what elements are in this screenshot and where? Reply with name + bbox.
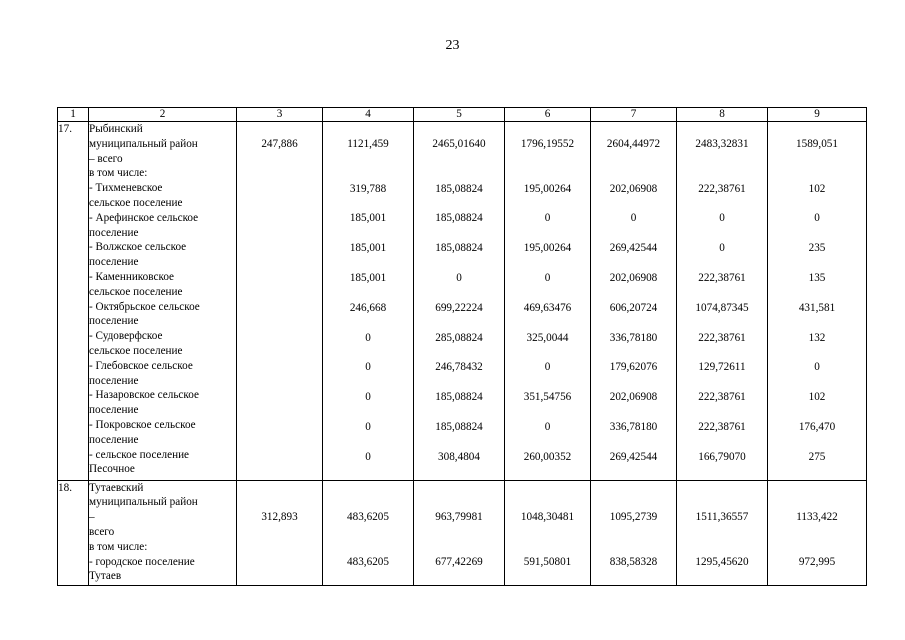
settlement-value: 102 (808, 391, 826, 404)
settlement-value (237, 331, 322, 361)
settlement-value: 246,78432 (435, 361, 483, 374)
district-label-cell (89, 122, 237, 481)
settlement-value: 185,001 (349, 271, 387, 284)
settlement-value: 0 (719, 242, 725, 255)
total-value: 1133,422 (796, 511, 838, 524)
settlement-value: 0 (544, 271, 551, 284)
settlement-label-line: - Арефинское сельское (89, 211, 199, 224)
value-column-6 (505, 480, 591, 585)
settlement-label-line: поселение (89, 433, 139, 446)
section-17-row (58, 122, 867, 481)
settlement-value: 336,78180 (609, 420, 658, 433)
district-title-line: Рыбинский (89, 123, 143, 135)
value-column-9 (768, 480, 867, 585)
settlement-value: 319,788 (349, 182, 387, 195)
settlement-label-line: - Каменниковское (89, 270, 175, 283)
settlement-value: 1295,45620 (695, 556, 749, 569)
settlement-value: 275 (808, 450, 826, 463)
settlement-value: 222,38761 (698, 271, 746, 284)
value-column-6 (505, 122, 591, 481)
settlement-value (237, 390, 322, 420)
settlement-label-line: сельское поселение (89, 344, 183, 357)
settlement-label-line: поселение (89, 315, 139, 328)
settlement-value: 179,62076 (609, 361, 658, 374)
settlement-value: 176,470 (798, 420, 836, 433)
settlement-value (237, 555, 322, 585)
settlement-label-line: - Покровское сельское (89, 418, 196, 431)
settlement-value: 325,0044 (526, 331, 569, 344)
district-label-cell (89, 480, 237, 585)
settlement-value: 469,63476 (523, 301, 572, 314)
total-value: 1511,36557 (695, 511, 749, 524)
settlement-value: 129,72611 (698, 361, 746, 374)
value-column-5 (414, 122, 505, 481)
section-18-row (58, 480, 867, 585)
settlement-value (237, 450, 322, 480)
settlement-value (237, 420, 322, 450)
settlement-value: 222,38761 (698, 182, 746, 195)
value-column-8 (677, 122, 768, 481)
value-column-7 (591, 122, 677, 481)
settlement-value: 135 (808, 271, 826, 284)
settlement-value: 166,79070 (698, 450, 746, 463)
district-title-line: муниципальный район (89, 137, 198, 150)
settlement-value: 0 (719, 212, 725, 225)
settlement-value (237, 271, 322, 301)
total-value: 483,6205 (347, 511, 389, 524)
budget-table (57, 107, 867, 586)
settlement-label-line: - Назаровское сельское (89, 389, 199, 402)
settlement-value: 246,668 (349, 301, 387, 314)
settlement-value: 222,38761 (698, 331, 746, 344)
column-header: 7 (591, 108, 677, 122)
settlement-label-line: поселение (89, 256, 139, 269)
settlement-value: 185,08824 (435, 212, 483, 225)
settlement-label-line: - Судоверфское (89, 330, 163, 343)
settlement-value: 972,995 (798, 556, 836, 569)
settlement-value: 591,50801 (523, 556, 572, 569)
row-index: 18. (58, 480, 89, 585)
column-header: 5 (414, 108, 505, 122)
settlement-value: 0 (544, 420, 551, 433)
settlement-label-line: сельское поселение (89, 196, 183, 209)
settlement-label-line: - городское поселение (89, 555, 195, 568)
settlement-label-line: сельское поселение (89, 285, 183, 298)
settlement-value: 269,42544 (609, 450, 658, 463)
value-column-8 (677, 480, 768, 585)
settlement-value: 677,42269 (435, 556, 483, 569)
column-header: 6 (505, 108, 591, 122)
page-number: 23 (445, 38, 460, 53)
column-header: 9 (768, 108, 867, 122)
settlement-value: 351,54756 (523, 391, 572, 404)
total-value: 1121,459 (347, 137, 389, 150)
settlement-value: 195,00264 (523, 242, 572, 255)
settlement-label-line: поселение (89, 374, 139, 387)
settlement-value: 185,001 (349, 242, 387, 255)
settlement-value: 0 (814, 361, 820, 374)
total-value: 1589,051 (796, 137, 838, 150)
settlement-value: 0 (456, 271, 462, 284)
column-header: 2 (89, 108, 237, 122)
settlement-value: 185,08824 (435, 242, 483, 255)
total-value: 1048,30481 (520, 511, 575, 524)
settlement-value: 185,001 (349, 212, 387, 225)
value-column-7 (591, 480, 677, 585)
district-title-line: всего (89, 525, 115, 538)
settlement-value (237, 241, 322, 271)
settlement-value: 838,58328 (609, 556, 658, 569)
settlement-value: 222,38761 (698, 420, 746, 433)
settlement-value: 0 (365, 420, 371, 433)
settlement-value (237, 301, 322, 331)
settlement-value (237, 211, 322, 241)
district-title-line: – всего (89, 152, 123, 165)
settlement-value: 260,00352 (523, 450, 572, 463)
district-title-line: в том числе: (89, 167, 148, 180)
settlement-value: 202,06908 (609, 182, 658, 195)
settlement-value: 0 (630, 212, 637, 225)
settlement-label-line: поселение (89, 404, 139, 417)
settlement-value: 185,08824 (435, 182, 483, 195)
settlement-value: 699,22224 (435, 301, 483, 314)
settlement-value: 185,08824 (435, 391, 483, 404)
row-index: 17. (58, 122, 89, 481)
column-header: 8 (677, 108, 768, 122)
column-header: 3 (237, 108, 323, 122)
total-value: 1095,2739 (609, 511, 658, 524)
settlement-value: 0 (365, 361, 371, 374)
district-title-line: – (89, 511, 95, 524)
settlement-label-line: Тутаев (89, 570, 122, 583)
district-title-line: муниципальный район (89, 496, 198, 509)
settlement-value: 0 (365, 331, 371, 344)
settlement-value (237, 360, 322, 390)
settlement-value: 185,08824 (435, 420, 483, 433)
settlement-value: 269,42544 (609, 242, 658, 255)
total-value: 1796,19552 (520, 137, 575, 150)
settlement-label-line: - сельское поселение (89, 448, 190, 461)
settlement-value (237, 182, 322, 212)
settlement-value: 222,38761 (698, 391, 746, 404)
settlement-value: 1074,87345 (695, 301, 749, 314)
district-title-line: Тутаевский (89, 481, 144, 494)
settlement-value: 606,20724 (609, 301, 658, 314)
value-column-4 (323, 122, 414, 481)
settlement-value: 195,00264 (523, 182, 572, 195)
total-value: 312,893 (261, 511, 298, 524)
settlement-value: 202,06908 (609, 271, 658, 284)
total-value: 2465,01640 (432, 137, 486, 150)
total-value: 247,886 (261, 137, 298, 150)
settlement-label-line: Песочное (89, 463, 135, 476)
settlement-value: 308,4804 (438, 450, 480, 463)
column-header: 4 (323, 108, 414, 122)
settlement-value: 0 (814, 212, 820, 225)
total-value: 2483,32831 (695, 137, 749, 150)
settlement-value: 0 (544, 361, 551, 374)
settlement-value: 235 (808, 242, 826, 255)
settlement-value: 285,08824 (435, 331, 483, 344)
settlement-value: 336,78180 (609, 331, 658, 344)
value-column-5 (414, 480, 505, 585)
value-column-4 (323, 480, 414, 585)
settlement-value: 0 (544, 212, 551, 225)
settlement-label-line: - Тихменевское (89, 182, 163, 195)
settlement-label-line: - Волжское сельское (89, 241, 187, 254)
value-column-3 (237, 480, 323, 585)
settlement-value: 202,06908 (609, 391, 658, 404)
settlement-value: 0 (365, 450, 371, 463)
settlement-value: 132 (808, 331, 826, 344)
settlement-value: 483,6205 (347, 556, 389, 569)
settlement-value: 0 (365, 391, 371, 404)
total-value: 963,79981 (435, 511, 483, 524)
settlement-value: 102 (808, 182, 826, 195)
value-column-3 (237, 122, 323, 481)
settlement-label-line: поселение (89, 226, 139, 239)
total-value: 2604,44972 (606, 137, 661, 150)
district-title-line: в том числе: (89, 540, 148, 553)
column-header: 1 (58, 108, 89, 122)
column-number-row (58, 108, 867, 122)
settlement-label-line: - Октябрьское сельское (89, 300, 200, 313)
value-column-9 (768, 122, 867, 481)
settlement-label-line: - Глебовское сельское (89, 359, 193, 372)
settlement-value: 431,581 (798, 301, 836, 314)
